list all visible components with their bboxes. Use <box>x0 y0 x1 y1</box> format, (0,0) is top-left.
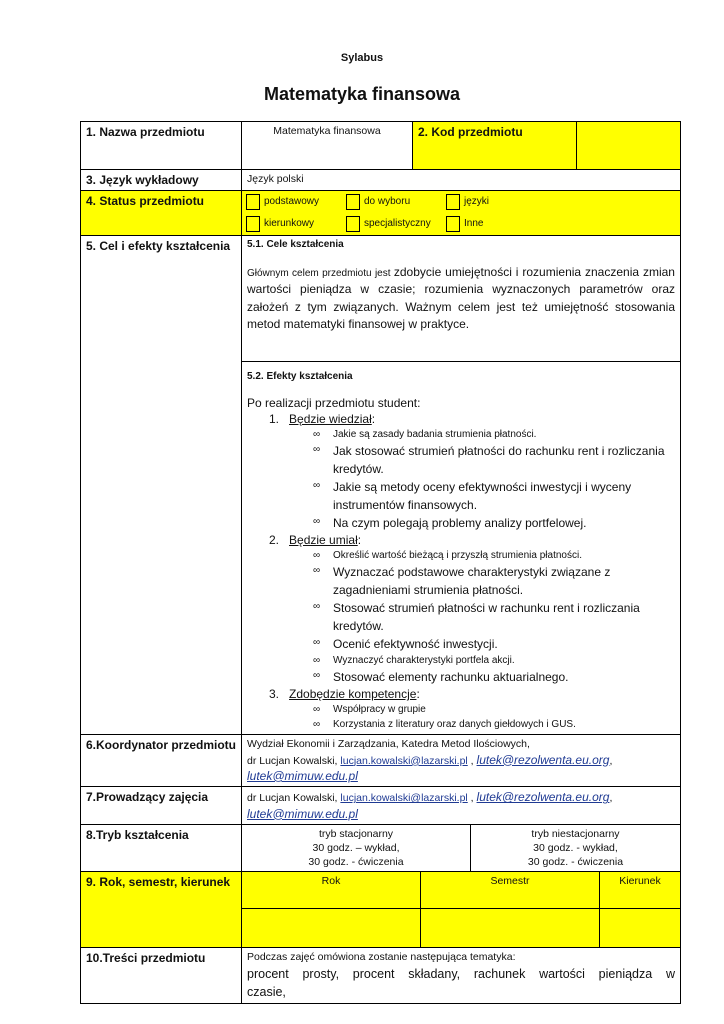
list-item: ∞ Określić wartość bieżącą i przyszłą strumienia płatności. <box>313 550 582 562</box>
language-label: 3. Język wykładowy <box>81 170 242 191</box>
course-code-label: 2. Kod przedmiotu <box>413 122 577 170</box>
effects-cell <box>242 362 681 735</box>
year-value <box>242 872 681 948</box>
row-year <box>81 872 681 948</box>
row-goals <box>81 236 681 362</box>
mode-stationary: tryb stacjonarny 30 godz. – wykład, 30 godz. - ćwiczenia <box>242 825 471 872</box>
list-item: ∞ Ocenić efektywność inwestycji. <box>313 637 498 652</box>
option-label: podstawowy <box>264 196 320 208</box>
row-content <box>81 948 681 1003</box>
status-options <box>242 191 681 236</box>
email-link[interactable]: lucjan.kowalski@lazarski.pl <box>340 754 468 767</box>
semester-cell <box>421 908 600 947</box>
goals-cell <box>242 236 681 362</box>
year-header-rok: Rok <box>242 872 421 908</box>
row-course-name <box>81 122 681 170</box>
row-teacher <box>81 787 681 824</box>
list-item: ∞ Jakie są metody oceny efektywności inwestycji i wyceny instrumentów finansowych. <box>313 480 632 513</box>
list-item: ∞ Jakie są zasady badania strumienia płatności. <box>313 429 537 441</box>
list-item: ∞ Stosować elementy rachunku aktuarialnego. <box>313 670 569 685</box>
year-cell <box>242 908 421 947</box>
mode-value <box>242 824 681 872</box>
infinity-bullet-icon: ∞ <box>313 704 321 716</box>
infinity-bullet-icon: ∞ <box>313 719 321 731</box>
knowledge-list <box>247 427 675 532</box>
document-label: Sylabus <box>340 52 384 64</box>
effects-group-competences: 3. Zdobędzie kompetencje: <box>269 687 420 702</box>
list-item: ∞ Stosować strumień płatności w rachunku rent i rozliczania kredytów. <box>313 601 640 634</box>
list-item: ∞ Wyznaczać podstawowe charakterystyki związane z zagadnieniami strumienia płatności. <box>313 565 611 598</box>
skills-list <box>247 548 675 686</box>
effects-title: 5.2. Efekty kształcenia <box>247 371 353 383</box>
mode-label: 8.Tryb kształcenia <box>81 824 242 872</box>
checkbox-do-wyboru[interactable] <box>346 194 360 210</box>
coordinator-value: Wydział Ekonomii i Zarządzania, Katedra Metod Ilościowych, dr Lucjan Kowalski, lucjan.kowalski@lazarski.pl , lutek@rezolwenta.eu.org, lutek@mimuw.edu.pl <box>242 735 681 787</box>
content-label: 10.Treści przedmiotu <box>81 948 242 1003</box>
infinity-bullet-icon: ∞ <box>313 480 321 492</box>
course-name-label: 1. Nazwa przedmiotu <box>81 122 242 170</box>
option-label: do wyboru <box>364 196 411 208</box>
infinity-bullet-icon: ∞ <box>313 550 321 562</box>
teacher-label: 7.Prowadzący zajęcia <box>81 787 242 824</box>
goals-label: 5. Cel i efekty kształcenia <box>81 236 242 735</box>
year-header-kierunek: Kierunek <box>600 872 681 908</box>
list-item: ∞ Jak stosować strumień płatności do rachunku rent i rozliczania kredytów. <box>313 444 665 477</box>
competences-list <box>247 702 675 732</box>
checkbox-kierunkowy[interactable] <box>246 216 260 232</box>
checkbox-specjalistyczny[interactable] <box>346 216 360 232</box>
language-value: Język polski <box>242 170 681 191</box>
infinity-bullet-icon: ∞ <box>313 565 321 577</box>
email-link[interactable]: lucjan.kowalski@lazarski.pl <box>340 792 468 805</box>
mode-nonstationary: tryb niestacjonarny 30 godz. - wykład, 30 godz. - ćwiczenia <box>527 827 624 869</box>
option-label: kierunkowy <box>264 218 315 230</box>
list-item: ∞ Na czym polegają problemy analizy portfelowej. <box>313 516 587 531</box>
option-label: Inne <box>464 218 484 230</box>
list-item: ∞ Korzystania z literatury oraz danych giełdowych i GUS. <box>313 719 576 731</box>
row-status <box>81 191 681 236</box>
row-language <box>81 170 681 191</box>
infinity-bullet-icon: ∞ <box>313 655 321 667</box>
goals-title: 5.1. Cele kształcenia <box>247 239 344 251</box>
year-label: 9. Rok, semestr, kierunek <box>81 872 242 948</box>
checkbox-jezyki[interactable] <box>446 194 460 210</box>
row-mode <box>81 824 681 872</box>
email-link[interactable]: lutek@mimuw.edu.pl <box>247 806 358 821</box>
checkbox-podstawowy[interactable] <box>246 194 260 210</box>
infinity-bullet-icon: ∞ <box>313 429 321 441</box>
year-header-semestr: Semestr <box>421 872 600 908</box>
infinity-bullet-icon: ∞ <box>313 444 321 456</box>
option-label: języki <box>464 196 490 208</box>
effects-intro: Po realizacji przedmiotu student: <box>247 395 421 410</box>
infinity-bullet-icon: ∞ <box>313 601 321 613</box>
email-link[interactable]: lutek@rezolwenta.eu.org <box>476 752 610 767</box>
infinity-bullet-icon: ∞ <box>313 670 321 682</box>
syllabus-table <box>80 121 681 1004</box>
course-name-value: Matematyka finansowa <box>242 122 413 170</box>
infinity-bullet-icon: ∞ <box>313 516 321 528</box>
teacher-value: dr Lucjan Kowalski, lucjan.kowalski@lazarski.pl , lutek@rezolwenta.eu.org, lutek@mimuw.edu.pl <box>242 787 681 824</box>
content-value: Podczas zajęć omówiona zostanie następująca tematyka: procent prosty, procent składany, rachunek wartości pieniądza w czasie, <box>242 948 681 1003</box>
list-item: ∞ Współpracy w grupie <box>313 704 426 716</box>
effects-group-knowledge: 1. Będzie wiedział: <box>269 411 376 426</box>
checkbox-inne[interactable] <box>446 216 460 232</box>
goals-text: Głównym celem przedmiotu jest zdobycie umiejętności i rozumienia znaczenia zmian wartości pieniądza w czasie; rozumienia wyznaczonych parametrów oraz założeń z tym związanych. Ważnym celem jest też umiejętność stosowania metod matematyki finansowej w praktyce. <box>247 264 675 331</box>
status-label: 4. Status przedmiotu <box>81 191 242 236</box>
email-link[interactable]: lutek@mimuw.edu.pl <box>247 768 358 783</box>
list-item: ∞ Wyznaczyć charakterystyki portfela akcji. <box>313 655 515 667</box>
course-code-value <box>577 122 681 170</box>
page-title: Matematyka finansowa <box>263 84 461 104</box>
effects-group-skills: 2. Będzie umiał: <box>269 533 362 548</box>
field-cell <box>600 908 681 947</box>
email-link[interactable]: lutek@rezolwenta.eu.org <box>476 790 610 805</box>
infinity-bullet-icon: ∞ <box>313 637 321 649</box>
coordinator-label: 6.Koordynator przedmiotu <box>81 735 242 787</box>
option-label: specjalistyczny <box>364 218 431 230</box>
row-coordinator <box>81 735 681 787</box>
